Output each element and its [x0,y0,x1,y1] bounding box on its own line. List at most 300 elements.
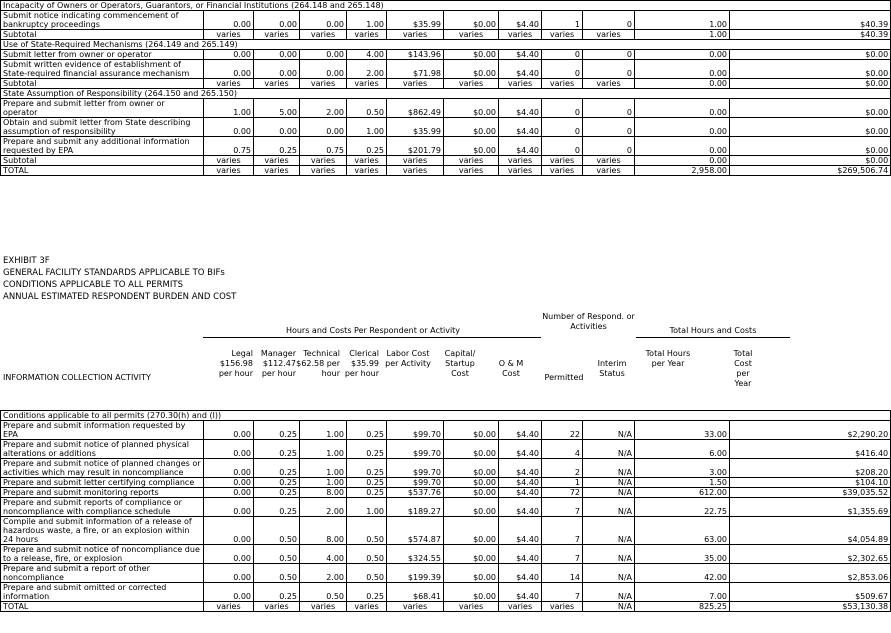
permitted-cell: 0 [542,99,583,118]
legal-cell: 0.00 [204,545,254,564]
manager-cell: 5.00 [254,99,300,118]
cost-cell: $40.39 [730,30,891,40]
technical-cell: varies [300,79,347,89]
clerical-cell: 0.25 [347,137,387,156]
capital-cell: $0.00 [444,118,499,137]
interim-cell: N/A [583,478,635,488]
labor-cell: $574.87 [387,517,444,545]
table-row [1,60,891,79]
permitted-cell: 7 [542,498,583,517]
permitted-cell: 0 [542,118,583,137]
manager-cell: varies [254,79,300,89]
header-group-hours: Hours and Costs Per Respondent or Activity [285,326,461,335]
labor-cell: $324.55 [387,545,444,564]
labor-cell: varies [387,30,444,40]
cost-cell: $2,290.20 [730,421,891,440]
manager-cell: 0.50 [254,545,300,564]
permitted-cell: 14 [542,564,583,583]
om-cell: $4.40 [499,488,542,498]
legal-cell: 0.00 [204,440,254,459]
labor-cell: $35.99 [387,11,444,30]
activity-cell: TOTAL [1,602,204,612]
manager-cell: 0.25 [254,488,300,498]
clerical-cell: 4.00 [347,50,387,60]
subtotal-row [1,30,891,40]
interim-cell: N/A [583,498,635,517]
interim-cell: varies [583,79,635,89]
interim-cell: N/A [583,421,635,440]
manager-cell: 0.00 [254,118,300,137]
legal-cell: 0.00 [204,50,254,60]
manager-cell: 0.25 [254,421,300,440]
capital-cell: $0.00 [444,583,499,602]
permitted-cell: varies [542,166,583,176]
activity-cell: Submit letter from owner or operator [1,50,204,60]
capital-cell: varies [444,30,499,40]
labor-cell: $71.98 [387,60,444,79]
table-row [1,488,891,498]
table-row [1,564,891,583]
clerical-cell: 0.25 [347,440,387,459]
table-row [1,545,891,564]
manager-cell: 0.25 [254,478,300,488]
labor-cell: varies [387,156,444,166]
om-cell: $4.40 [499,478,542,488]
activity-cell: Prepare and submit information requested by EPA [1,421,204,440]
header-hours: Total Hours per Year [645,349,691,368]
permitted-cell: varies [542,79,583,89]
permitted-cell: varies [542,30,583,40]
table-permit-conditions [0,410,891,612]
cost-cell: $269,506.74 [730,166,891,176]
cost-cell: $40.39 [730,11,891,30]
section-title: State Assumption of Responsibility (264.150 and 265.150) [1,89,891,99]
activity-cell: Prepare and submit notice of planned changes or activities which may result in noncompliance [1,459,204,478]
capital-cell: $0.00 [444,99,499,118]
interim-cell: 0 [583,118,635,137]
interim-cell: varies [583,30,635,40]
clerical-cell: 1.00 [347,11,387,30]
manager-cell: varies [254,30,300,40]
hours-cell: 0.00 [635,99,730,118]
activity-cell: Prepare and submit letter from owner or operator [1,99,204,118]
om-cell: varies [499,30,542,40]
capital-cell: varies [444,79,499,89]
interim-cell: 0 [583,11,635,30]
hours-cell: 1.00 [635,11,730,30]
technical-cell: 8.00 [300,517,347,545]
legal-cell: 0.00 [204,488,254,498]
activity-cell: Prepare and submit a report of other noncompliance [1,564,204,583]
capital-cell: $0.00 [444,478,499,488]
hours-cell: 33.00 [635,421,730,440]
interim-cell: 0 [583,60,635,79]
permitted-cell: 2 [542,459,583,478]
legal-cell: 0.00 [204,11,254,30]
exhibit-title: GENERAL FACILITY STANDARDS APPLICABLE TO BIFs [3,268,225,278]
capital-cell: $0.00 [444,137,499,156]
capital-cell: $0.00 [444,11,499,30]
activity-cell: Prepare and submit letter certifying compliance [1,478,204,488]
om-cell: $4.40 [499,11,542,30]
legal-cell: 0.00 [204,421,254,440]
technical-cell: varies [300,602,347,612]
subtotal-row [1,156,891,166]
clerical-cell: varies [347,166,387,176]
technical-cell: 2.00 [300,564,347,583]
table-row [1,478,891,488]
technical-cell: 8.00 [300,488,347,498]
manager-cell: 0.50 [254,517,300,545]
activity-cell: Prepare and submit reports of compliance or noncompliance with compliance schedule [1,498,204,517]
labor-cell: $201.79 [387,137,444,156]
permitted-cell: varies [542,156,583,166]
hours-cell: 0.00 [635,156,730,166]
hours-cell: 63.00 [635,517,730,545]
cost-cell: $416.40 [730,440,891,459]
cost-cell: $0.00 [730,50,891,60]
header-clerical: Clerical $35.99 per hour [344,349,379,378]
activity-cell: Compile and submit information of a release of hazardous waste, a fire, or an explosion within 24 hours [1,517,204,545]
total-row [1,602,891,612]
labor-cell: $35.99 [387,118,444,137]
manager-cell: 0.25 [254,440,300,459]
labor-cell: varies [387,602,444,612]
legal-cell: varies [204,30,254,40]
activity-cell: Prepare and submit omitted or corrected information [1,583,204,602]
activity-cell: Subtotal [1,156,204,166]
cost-cell: $208.20 [730,459,891,478]
permitted-cell: 0 [542,50,583,60]
technical-cell: 2.00 [300,99,347,118]
capital-cell: $0.00 [444,440,499,459]
cost-cell: $0.00 [730,156,891,166]
activity-cell: Prepare and submit notice of planned physical alterations or additions [1,440,204,459]
clerical-cell: varies [347,30,387,40]
om-cell: $4.40 [499,459,542,478]
header-interim: Interim Status [597,359,627,378]
hours-cell: 3.00 [635,459,730,478]
legal-cell: varies [204,602,254,612]
om-cell: $4.40 [499,583,542,602]
header-manager: Manager $112.47 per hour [260,349,296,378]
technical-cell: varies [300,30,347,40]
hours-cell: 1.50 [635,478,730,488]
table-row [1,118,891,137]
cost-cell: $0.00 [730,99,891,118]
clerical-cell: 0.25 [347,459,387,478]
cost-cell: $0.00 [730,79,891,89]
cost-cell: $4,054.89 [730,517,891,545]
interim-cell: varies [583,156,635,166]
table-row [1,440,891,459]
cost-cell: $509.67 [730,583,891,602]
activity-cell: Subtotal [1,30,204,40]
permitted-cell: 7 [542,517,583,545]
header-om: O & M Cost [498,359,524,378]
table-header [0,312,790,410]
legal-cell: 0.00 [204,583,254,602]
clerical-cell: 0.25 [347,583,387,602]
legal-cell: 0.00 [204,459,254,478]
table-row [1,583,891,602]
header-cost: Total Cost per Year [733,349,753,388]
activity-cell: TOTAL [1,166,204,176]
interim-cell: N/A [583,488,635,498]
table-row [1,11,891,30]
interim-cell: varies [583,166,635,176]
header-legal: Legal $156.98 per hour [218,349,253,378]
permitted-cell: 22 [542,421,583,440]
section-row [1,1,891,11]
table-row [1,421,891,440]
permitted-cell: 7 [542,583,583,602]
legal-cell: 0.00 [204,564,254,583]
technical-cell: 1.00 [300,421,347,440]
table-row [1,498,891,517]
manager-cell: 0.00 [254,11,300,30]
clerical-cell: 1.00 [347,118,387,137]
om-cell: $4.40 [499,498,542,517]
om-cell: varies [499,156,542,166]
labor-cell: $537.76 [387,488,444,498]
header-permitted: Permitted [544,373,584,382]
section-row [1,411,891,421]
activity-cell: Submit notice indicating commencement of bankruptcy proceedings [1,11,204,30]
table-row [1,99,891,118]
legal-cell: 0.00 [204,517,254,545]
capital-cell: $0.00 [444,545,499,564]
technical-cell: 1.00 [300,440,347,459]
clerical-cell: varies [347,79,387,89]
labor-cell: $99.70 [387,421,444,440]
labor-cell: $99.70 [387,440,444,459]
exhibit-heading [3,255,236,303]
labor-cell: $99.70 [387,478,444,488]
capital-cell: $0.00 [444,517,499,545]
manager-cell: varies [254,156,300,166]
technical-cell: varies [300,156,347,166]
technical-cell: 0.00 [300,11,347,30]
hours-cell: 1.00 [635,30,730,40]
cost-cell: $0.00 [730,118,891,137]
header-capital: Capital/ Startup Cost [444,349,476,378]
hours-cell: 7.00 [635,583,730,602]
hours-cell: 22.75 [635,498,730,517]
activity-cell: Prepare and submit monitoring reports [1,488,204,498]
om-cell: varies [499,166,542,176]
manager-cell: 0.50 [254,564,300,583]
labor-cell: $143.96 [387,50,444,60]
activity-cell: Obtain and submit letter from State describing assumption of responsibility [1,118,204,137]
legal-cell: varies [204,166,254,176]
capital-cell: $0.00 [444,60,499,79]
om-cell: $4.40 [499,137,542,156]
table-row [1,517,891,545]
manager-cell: varies [254,602,300,612]
capital-cell: varies [444,166,499,176]
manager-cell: 0.25 [254,137,300,156]
activity-cell: Prepare and submit notice of noncompliance due to a release, fire, or explosion [1,545,204,564]
capital-cell: $0.00 [444,50,499,60]
interim-cell: N/A [583,459,635,478]
clerical-cell: 0.50 [347,564,387,583]
labor-cell: $199.39 [387,564,444,583]
clerical-cell: 0.50 [347,545,387,564]
manager-cell: 0.25 [254,459,300,478]
interim-cell: 0 [583,50,635,60]
legal-cell: 1.00 [204,99,254,118]
om-cell: $4.40 [499,545,542,564]
total-row [1,166,891,176]
legal-cell: 0.00 [204,498,254,517]
capital-cell: $0.00 [444,498,499,517]
manager-cell: varies [254,166,300,176]
table-row [1,137,891,156]
clerical-cell: varies [347,602,387,612]
clerical-cell: 2.00 [347,60,387,79]
hours-cell: 825.25 [635,602,730,612]
technical-cell: 0.75 [300,137,347,156]
capital-cell: varies [444,602,499,612]
cost-cell: $104.10 [730,478,891,488]
exhibit-subtitle: CONDITIONS APPLICABLE TO ALL PERMITS [3,280,183,290]
legal-cell: 0.00 [204,60,254,79]
section-title: Conditions applicable to all permits (270.30(h) and (l)) [1,411,891,421]
capital-cell: varies [444,156,499,166]
hours-cell: 0.00 [635,79,730,89]
technical-cell: 0.00 [300,118,347,137]
hours-cell: 0.00 [635,60,730,79]
om-cell: $4.40 [499,421,542,440]
capital-cell: $0.00 [444,564,499,583]
header-activity: INFORMATION COLLECTION ACTIVITY [3,373,151,382]
technical-cell: 0.00 [300,50,347,60]
cost-cell: $2,302.65 [730,545,891,564]
hours-cell: 612.00 [635,488,730,498]
om-cell: varies [499,602,542,612]
hours-cell: 0.00 [635,118,730,137]
hours-cell: 42.00 [635,564,730,583]
om-cell: $4.40 [499,440,542,459]
clerical-cell: varies [347,156,387,166]
cost-cell: $53,130.38 [730,602,891,612]
technical-cell: 0.00 [300,60,347,79]
interim-cell: N/A [583,564,635,583]
hours-cell: 35.00 [635,545,730,564]
permitted-cell: 0 [542,137,583,156]
manager-cell: 0.00 [254,50,300,60]
section-row [1,89,891,99]
cost-cell: $39,035.52 [730,488,891,498]
cost-cell: $0.00 [730,137,891,156]
section-title: Incapacity of Owners or Operators, Guarantors, or Financial Institutions (264.148 and 265.148) [1,1,891,11]
legal-cell: 0.75 [204,137,254,156]
permitted-cell: varies [542,602,583,612]
permitted-cell: 7 [542,545,583,564]
clerical-cell: 0.25 [347,478,387,488]
clerical-cell: 1.00 [347,498,387,517]
om-cell: $4.40 [499,564,542,583]
om-cell: $4.40 [499,118,542,137]
om-cell: $4.40 [499,50,542,60]
hours-cell: 0.00 [635,137,730,156]
permitted-cell: 4 [542,440,583,459]
labor-cell: $99.70 [387,459,444,478]
legal-cell: varies [204,79,254,89]
permitted-cell: 0 [542,60,583,79]
activity-cell: Submit written evidence of establishment of State-required financial assurance mechanism [1,60,204,79]
legal-cell: 0.00 [204,478,254,488]
section-row [1,40,891,50]
permitted-cell: 72 [542,488,583,498]
technical-cell: 4.00 [300,545,347,564]
capital-cell: $0.00 [444,459,499,478]
legal-cell: 0.00 [204,118,254,137]
exhibit-caption: ANNUAL ESTIMATED RESPONDENT BURDEN AND COST [3,292,237,302]
technical-cell: 1.00 [300,478,347,488]
interim-cell: N/A [583,517,635,545]
manager-cell: 0.25 [254,498,300,517]
clerical-cell: 0.50 [347,517,387,545]
header-group-respond: Number of Respond. or Activities [542,312,635,331]
clerical-cell: 0.25 [347,488,387,498]
labor-cell: $189.27 [387,498,444,517]
labor-cell: $862.49 [387,99,444,118]
om-cell: $4.40 [499,517,542,545]
table-row [1,459,891,478]
subtotal-row [1,79,891,89]
legal-cell: varies [204,156,254,166]
om-cell: $4.40 [499,99,542,118]
interim-cell: N/A [583,545,635,564]
header-technical: Technical $62.58 per hour [296,349,340,378]
activity-cell: Prepare and submit any additional information requested by EPA [1,137,204,156]
activity-cell: Subtotal [1,79,204,89]
labor-cell: varies [387,166,444,176]
technical-cell: 0.50 [300,583,347,602]
technical-cell: 1.00 [300,459,347,478]
hours-cell: 0.00 [635,50,730,60]
interim-cell: 0 [583,99,635,118]
interim-cell: N/A [583,440,635,459]
capital-cell: $0.00 [444,488,499,498]
permitted-cell: 1 [542,11,583,30]
clerical-cell: 0.25 [347,421,387,440]
capital-cell: $0.00 [444,421,499,440]
exhibit-number: EXHIBIT 3F [3,256,50,266]
table-financial-assurance [0,0,891,176]
permitted-cell: 1 [542,478,583,488]
header-group-total: Total Hours and Costs [669,326,757,335]
hours-cell: 2,958.00 [635,166,730,176]
hours-cell: 6.00 [635,440,730,459]
cost-cell: $1,355.69 [730,498,891,517]
om-cell: $4.40 [499,60,542,79]
clerical-cell: 0.50 [347,99,387,118]
interim-cell: 0 [583,137,635,156]
technical-cell: varies [300,166,347,176]
interim-cell: N/A [583,602,635,612]
labor-cell: varies [387,79,444,89]
section-title: Use of State-Required Mechanisms (264.149 and 265.149) [1,40,891,50]
table-row [1,50,891,60]
manager-cell: 0.00 [254,60,300,79]
manager-cell: 0.25 [254,583,300,602]
cost-cell: $2,853.06 [730,564,891,583]
technical-cell: 2.00 [300,498,347,517]
cost-cell: $0.00 [730,60,891,79]
